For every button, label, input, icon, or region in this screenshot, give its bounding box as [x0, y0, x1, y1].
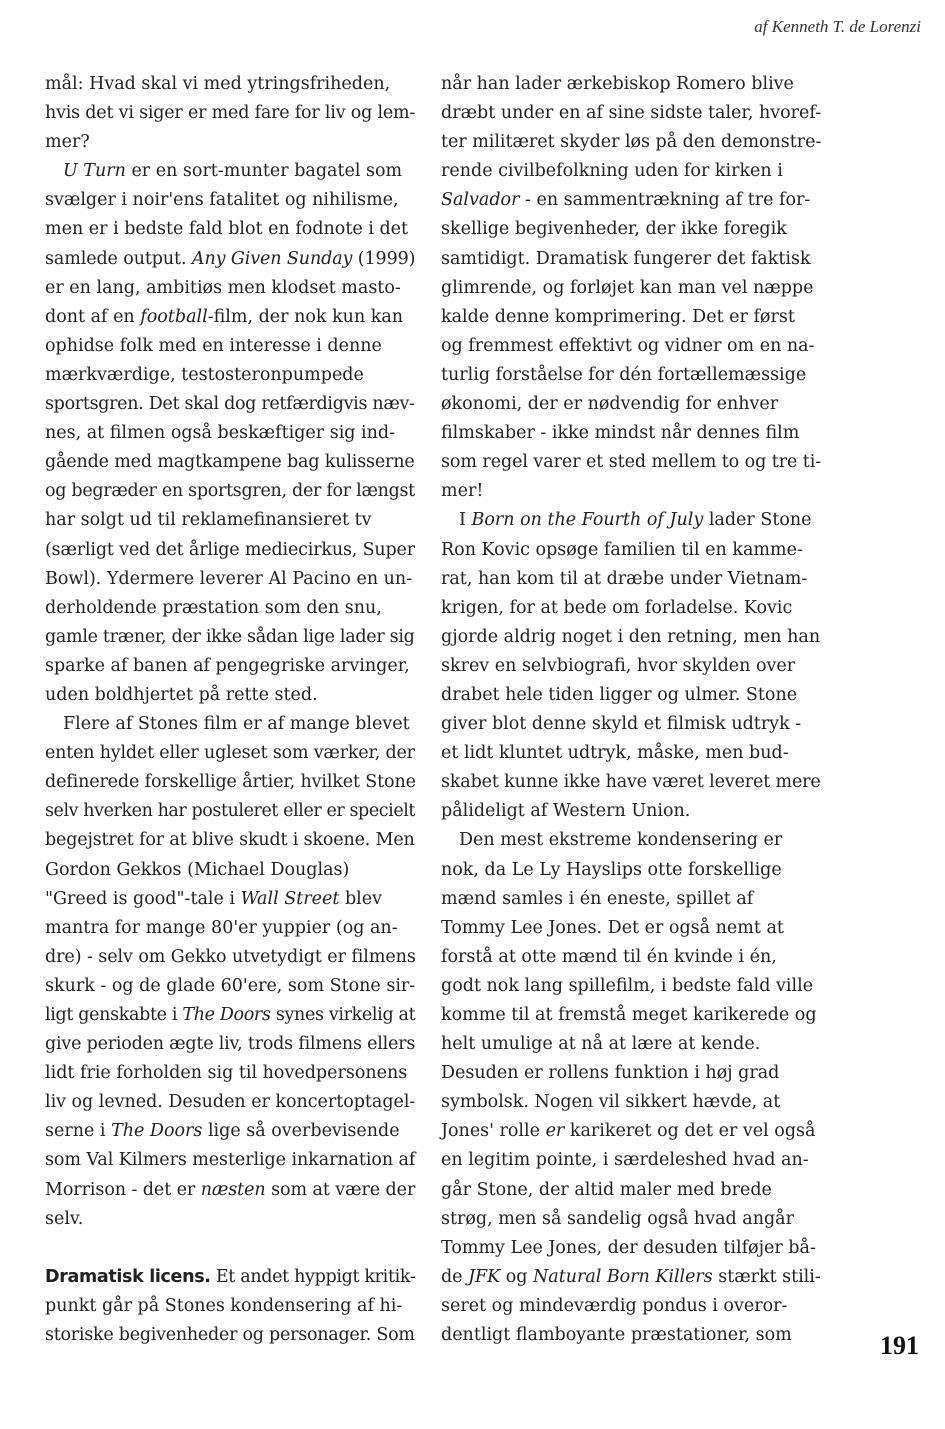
text-line: dentligt flamboyante præstationer, som: [441, 1325, 792, 1346]
paragraph: [45, 1263, 415, 1350]
text-line: Den mest ekstreme kondensering er: [459, 830, 783, 851]
text-line: helt umulige at nå at lære at kende.: [441, 1034, 761, 1055]
text-line: nes, at filmen også beskæftiger sig ind-: [45, 423, 396, 444]
running-header: af Kenneth T. de Lorenzi: [754, 17, 921, 36]
text-line: begejstret for at blive skudt i skoene. Men: [45, 830, 415, 851]
text-line: glimrende, og forløjet kan man vel næppe: [441, 277, 814, 298]
text-line: kalde denne komprimering. Det er først: [441, 306, 795, 327]
text-line: samlede output. Any Given Sunday (1999): [45, 248, 416, 269]
text-line: lidt frie forholden sig til hovedpersonens: [45, 1063, 408, 1084]
text-line: Morrison - det er næsten som at være der: [45, 1179, 416, 1200]
text-line: sparke af banen af pengegriske arvinger,: [45, 655, 410, 676]
text-line: skrev en selvbiografi, hvor skylden over: [441, 655, 796, 676]
text-line: Gordon Gekkos (Michael Douglas): [45, 859, 350, 880]
film-title: Born on the Fourth of July: [471, 510, 704, 531]
text-line: de JFK og Natural Born Killers stærkt stili-: [441, 1266, 821, 1287]
text-line: økonomi, der er nødvendig for enhver: [441, 394, 779, 415]
text-line: når han lader ærkebiskop Romero blive: [441, 74, 794, 94]
text-line: ter militæret skyder løs på den demonstre-: [441, 132, 822, 153]
text-line: rende civilbefolkning uden for kirken i: [441, 161, 783, 182]
left-column: [45, 70, 415, 1350]
text-line: komme til at fremstå meget karikerede og: [441, 1005, 817, 1025]
text-line: punkt går på Stones kondensering af hi-: [45, 1295, 403, 1316]
text-line: selv hverken har postuleret eller er specielt: [45, 801, 416, 822]
film-title: Wall Street: [240, 888, 340, 909]
text-line: godt nok lang spillefilm, i bedste fald ville: [441, 975, 814, 996]
text-line: mål: Hvad skal vi med ytringsfriheden,: [45, 74, 391, 94]
text-line: mer!: [441, 481, 484, 502]
text-line: giver blot denne skyld et filmisk udtryk -: [441, 714, 802, 735]
paragraph: [441, 506, 821, 826]
text-line: give perioden ægte liv, trods filmens ellers: [45, 1034, 416, 1055]
italic-term: football: [140, 306, 208, 327]
text-line: er en lang, ambitiøs men klodset masto-: [45, 277, 401, 298]
text-line: dont af en football-film, der nok kun kan: [45, 306, 404, 327]
italic-term: næsten: [200, 1179, 266, 1200]
text-line: nok, da Le Ly Hayslips otte forskellige: [441, 859, 782, 880]
text-line: en legitim pointe, i særdeleshed hvad an-: [441, 1150, 809, 1171]
film-title: The Doors: [182, 1005, 271, 1025]
text-line: forstå at otte mænd til én kvinde i én,: [441, 946, 777, 967]
text-line: hvis det vi siger er med fare for liv og lem-: [45, 103, 416, 124]
text-line: strøg, men så sandelig også hvad angår: [441, 1208, 794, 1229]
text-line: pålideligt af Western Union.: [441, 801, 691, 822]
text-line: U Turn er en sort-munter bagatel som: [63, 161, 403, 182]
text-line: går Stone, der altid maler med brede: [441, 1179, 772, 1200]
text-line: og begræder en sportsgren, der for længst: [45, 481, 415, 502]
film-title: Salvador: [441, 190, 520, 211]
text-line: storiske begivenheder og personager. Som: [45, 1325, 415, 1346]
text-line: ophidse folk med en interesse i denne: [45, 335, 382, 356]
text-line: har solgt ud til reklamefinansieret tv: [45, 510, 372, 531]
text-line: Tommy Lee Jones, der desuden tilføjer bå-: [441, 1237, 816, 1258]
text-line: derholdende præstation som den snu,: [45, 597, 382, 618]
text-line: Jones' rolle er karikeret og det er vel også: [441, 1121, 816, 1142]
text-line: definerede forskellige årtier, hvilket Stone: [45, 772, 416, 793]
italic-term: er: [545, 1121, 565, 1142]
text-line: "Greed is good"-tale i Wall Street blev: [45, 888, 382, 909]
text-line: og fremmest effektivt og vidner om en na-: [441, 335, 815, 356]
text-line: men er i bedste fald blot en fodnote i det: [45, 219, 409, 240]
text-line: mænd samles i én eneste, spillet af: [441, 888, 754, 909]
text-line: liv og levned. Desuden er koncertoptagel-: [45, 1092, 416, 1113]
text-line: skellige begivenheder, der ikke foregik: [441, 219, 787, 240]
text-line: skurk - og de glade 60'ere, som Stone sir-: [45, 975, 416, 996]
text-line: Ron Kovic opsøge familien til en kamme-: [441, 539, 803, 560]
text-line: turlig forståelse for dén fortællemæssige: [441, 364, 807, 385]
text-line: gående med magtkampene bag kulisserne: [45, 452, 415, 473]
text-line: mantra for mange 80'er yuppier (og an-: [45, 917, 398, 938]
paragraph: [45, 710, 415, 1234]
text-line: Tommy Lee Jones. Det er også nemt at: [441, 917, 784, 938]
text-line: seret og mindeværdig pondus i overor-: [441, 1295, 788, 1316]
text-line: ligt genskabte i The Doors synes virkelig at: [45, 1005, 416, 1025]
paragraph-gap: [45, 1234, 415, 1263]
text-line: mer?: [45, 132, 90, 153]
text-line: selv.: [45, 1208, 84, 1229]
text-line: dræbt under en af sine sidste taler, hvoref-: [441, 103, 822, 124]
text-line: Desuden er rollens funktion i høj grad: [441, 1063, 780, 1084]
text-line: Bowl). Ydermere leverer Al Pacino en un-: [45, 568, 413, 589]
text-line: enten hyldet eller ugleset som værker, der: [45, 743, 415, 764]
page-number: 191: [880, 1331, 919, 1360]
text-line: serne i The Doors lige så overbevisende: [45, 1121, 400, 1142]
text-line: som Val Kilmers mesterlige inkarnation af: [45, 1150, 416, 1171]
film-title: Any Given Sunday: [191, 248, 353, 269]
paragraph: [45, 70, 415, 157]
paragraph: [441, 826, 821, 1350]
text-line: drabet hele tiden ligger og ulmer. Stone: [441, 684, 798, 705]
film-title: JFK: [468, 1266, 501, 1287]
text-line: gamle træner, der ikke sådan lige lader sig: [45, 626, 415, 647]
text-line: Dramatisk licens. Et andet hyppigt kritik-: [45, 1266, 416, 1287]
paragraph: [45, 157, 415, 710]
film-title: The Doors: [111, 1121, 203, 1142]
text-line: (særligt ved det årlige mediecirkus, Super: [45, 539, 415, 560]
text-line: samtidigt. Dramatisk fungerer det faktisk: [441, 248, 811, 269]
text-line: Flere af Stones film er af mange blevet: [63, 714, 410, 735]
text-line: sportsgren. Det skal dog retfærdigvis næv-: [45, 394, 415, 415]
text-line: et lidt kluntet udtryk, måske, men bud-: [441, 743, 789, 764]
paragraph: [441, 70, 821, 506]
section-heading: Dramatisk licens.: [45, 1266, 211, 1287]
text-line: Salvador - en sammentrækning af tre for-: [441, 190, 811, 211]
text-line: skabet kunne ikke have været leveret mere: [441, 772, 821, 793]
film-title: Natural Born Killers: [533, 1266, 713, 1287]
text-line: mærkværdige, testosteronpumpede: [45, 364, 364, 385]
text-line: rat, han kom til at dræbe under Vietnam-: [441, 568, 808, 589]
text-line: dre) - selv om Gekko utvetydigt er filmens: [45, 946, 416, 967]
text-line: svælger i noir'ens fatalitet og nihilisme,: [45, 190, 399, 211]
right-column: [441, 70, 821, 1350]
text-line: I Born on the Fourth of July lader Stone: [459, 510, 812, 531]
text-line: uden boldhjertet på rette sted.: [45, 684, 318, 705]
film-title: U Turn: [63, 161, 126, 182]
text-line: gjorde aldrig noget i den retning, men han: [441, 626, 821, 647]
text-line: filmskaber - ikke mindst når dennes film: [441, 423, 800, 444]
text-line: krigen, for at bede om forladelse. Kovic: [441, 597, 793, 618]
text-line: som regel varer et sted mellem to og tre ti-: [441, 452, 822, 473]
text-line: symbolsk. Nogen vil sikkert hævde, at: [441, 1092, 781, 1113]
